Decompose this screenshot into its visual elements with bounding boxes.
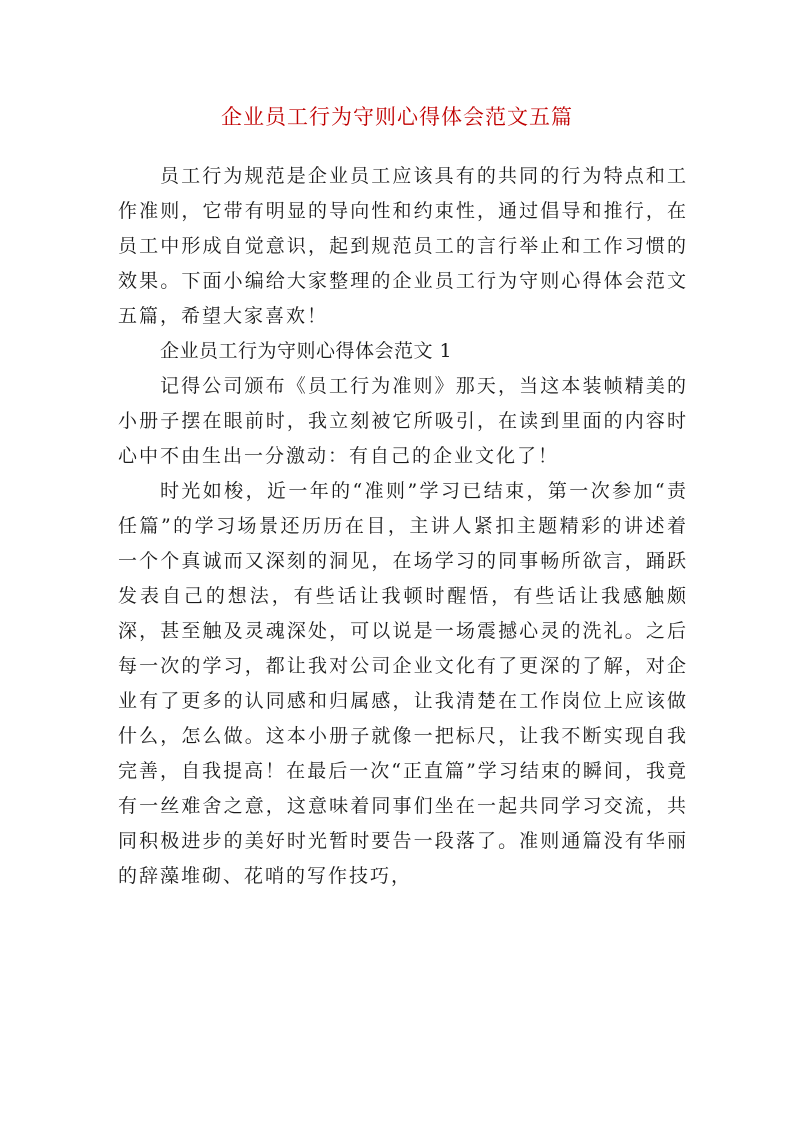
intro-paragraph: 员工行为规范是企业员工应该具有的共同的行为特点和工作准则，它带有明显的导向性和约束性，通过倡导和推行，在员工中形成自觉意识，起到规范员工的言行举止和工作习惯的效果。下面小编给大家整理的企业员工行为守则心得体会范文五篇，希望大家喜欢！ bbox=[118, 165, 688, 327]
body-paragraph: 时光如梭，近一年的“准则”学习已结束，第一次参加“责任篇”的学习场景还历历在目，主讲人紧扣主题精彩的讲述着一个个真诚而又深刻的洞见，在场学习的同事畅所欲言，踊跃发表自己的想法，有些话让我顿时醒悟，有些话让我感触颇深，甚至触及灵魂深处，可以说是一场震撼心灵的洗礼。之后每一次的学习，都让我对公司企业文化有了更深的了解，对企业有了更多的认同感和归属感，让我清楚在工作岗位上应该做什么，怎么做。这本小册子就像一把标尺，让我不断实现自我完善，自我提高！在最后一次“正直篇”学习结束的瞬间，我竟有一丝难舍之意，这意味着同事们坐在一起共同学习交流，共同积极进步的美好时光暂时要告一段落了。准则通篇没有华丽的辞藻堆砌、花哨的写作技巧， bbox=[118, 480, 688, 887]
section-heading: 企业员工行为守则心得体会范文 1 bbox=[160, 340, 453, 362]
body-paragraph: 记得公司颁布《员工行为准则》那天，当这本装帧精美的小册子摆在眼前时，我立刻被它所吸引，在读到里面的内容时心中不由生出一分激动：有自己的企业文化了！ bbox=[118, 375, 688, 467]
document-body bbox=[118, 159, 688, 894]
document-title: 企业员工行为守则心得体会范文五篇 bbox=[221, 105, 573, 129]
